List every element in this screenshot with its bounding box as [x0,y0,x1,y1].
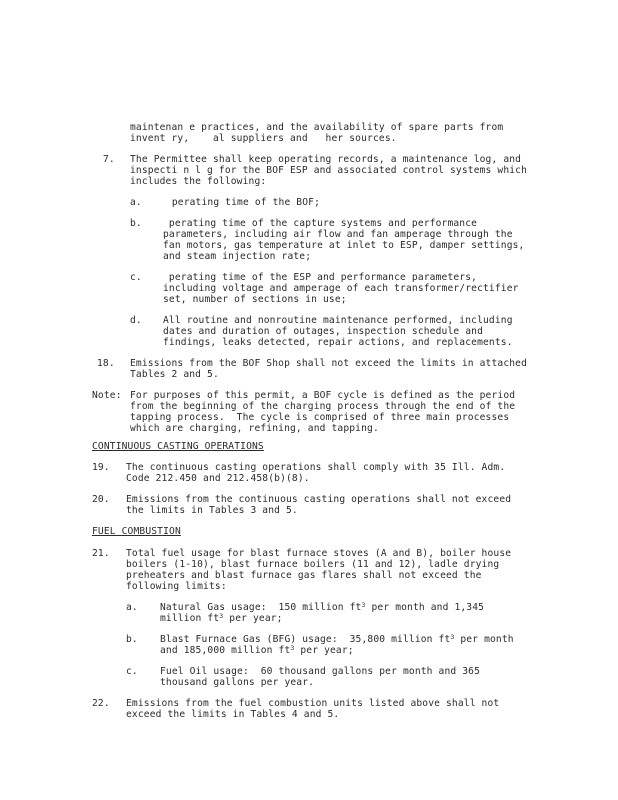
subitem-letter: b. [130,218,142,229]
subitem-letter: c. [130,272,142,283]
superscript: 3 [361,601,366,609]
item-number: 22. [92,698,110,709]
subitem-letter: c. [126,666,138,677]
subitem-line: Blast Furnace Gas (BFG) usage: 35,800 million $ft^3$ per month [160,633,514,645]
subitem-letter: d. [130,315,142,326]
paragraph-line: Total fuel usage for blast furnace stoves (A and B), boiler house [126,548,512,559]
paragraph-line: exceed the limits in Tables 4 and 5. [126,709,340,720]
paragraph-line: inspecti n l g for the BOF ESP and associated control systems which [130,165,528,176]
paragraph-line: The continuous casting operations shall comply with 35 Ill. Adm. [126,462,506,473]
subitem-letter: a. [126,602,138,613]
paragraph-line: includes the following: [130,176,267,187]
section-heading: CONTINUOUS CASTING OPERATIONS [92,441,264,452]
paragraph-line: Emissions from the continuous casting operations shall not exceed [126,494,512,505]
intro-line: maintenan e practices, and the availability of spare parts from [130,122,504,133]
paragraph-line: Code 212.450 and 212.458(b)(8). [126,473,310,484]
subitem-letter: b. [126,634,138,645]
note-label: Note: [92,390,122,401]
item-number: 21. [92,548,110,559]
intro-line: invent ry, al suppliers and her sources. [130,133,397,144]
subitem-line: and 185,000 million $ft^3$ per year; [160,644,354,656]
item-number: 7. [103,154,115,165]
subitem-line: All routine and nonroutine maintenance performed, including [163,315,513,326]
note-line: For purposes of this permit, a BOF cycle is defined as the period [130,390,516,401]
paragraph-line: following limits: [126,581,227,592]
subitem-line: million $ft^3$ per year; [160,612,283,624]
subitem-line: perating time of the BOF; [160,197,320,208]
subitem-letter: a. [130,197,142,208]
subitem-line: Fuel Oil usage: 60 thousand gallons per month and 365 [160,666,480,677]
subitem-line: fan motors, gas temperature at inlet to ESP, damper settings, [163,240,525,251]
subitem-line: parameters, including air flow and fan amperage through the [163,229,513,240]
paragraph-line: the limits in Tables 3 and 5. [126,505,298,516]
paragraph-line: boilers (1-10), blast furnace boilers (11 and 12), ladle drying [126,559,500,570]
paragraph-line: The Permittee shall keep operating records, a maintenance log, and [130,154,522,165]
paragraph-line: preheaters and blast furnace gas flares shall not exceed the [126,570,482,581]
superscript: 3 [219,612,224,620]
paragraph-line: Emissions from the BOF Shop shall not exceed the limits in attached [130,358,528,369]
note-line: from the beginning of the charging process through the end of the [130,401,516,412]
item-number: 20. [92,494,110,505]
paragraph-line: Emissions from the fuel combustion units listed above shall not [126,698,500,709]
superscript: 3 [290,644,295,652]
subitem-line: thousand gallons per year. [160,677,315,688]
subitem-line: findings, leaks detected, repair actions, and replacements. [163,337,513,348]
note-line: which are charging, refining, and tapping. [130,423,379,434]
subitem-line: including voltage and amperage of each transformer/rectifier [163,283,519,294]
item-number: 18. [97,358,115,369]
section-heading: FUEL COMBUSTION [92,526,181,537]
subitem-line: perating time of the capture systems and performance [163,218,478,229]
note-line: tapping process. The cycle is comprised of three main processes [130,412,510,423]
paragraph-line: Tables 2 and 5. [130,369,219,380]
subitem-line: dates and duration of outages, inspection schedule and [163,326,483,337]
subitem-line: set, number of sections in use; [163,294,347,305]
superscript: 3 [450,633,455,641]
item-number: 19. [92,462,110,473]
subitem-line: and steam injection rate; [163,251,312,262]
subitem-line: perating time of the ESP and performance parameters, [163,272,478,283]
subitem-line: Natural Gas usage: 150 million $ft^3$ per month and 1,345 [160,601,485,613]
